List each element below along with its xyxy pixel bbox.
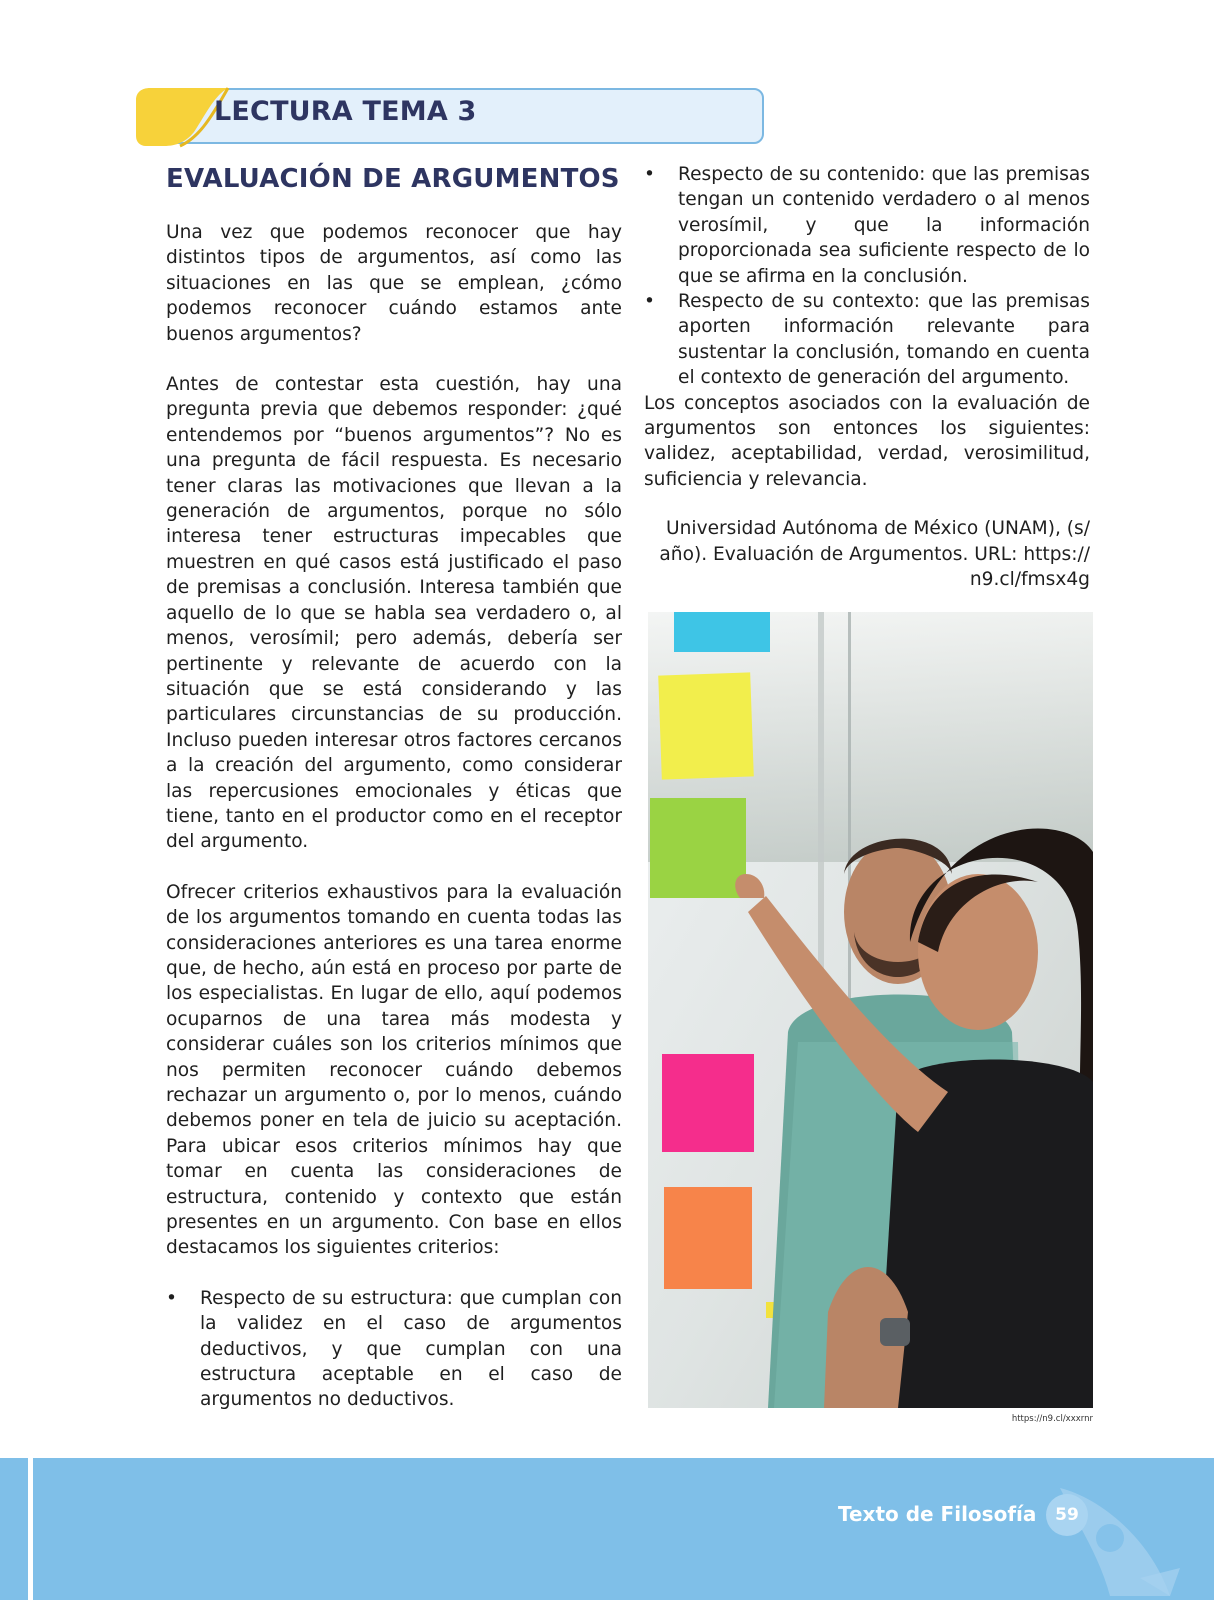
paragraph-concepts: Los conceptos asociados con la evaluación de argumentos son entonces los siguientes: validez, aceptabilidad, verdad, verosimilitud, suficiencia y relevancia.: [644, 392, 1090, 490]
list-item: [644, 289, 1090, 391]
list-item: [644, 162, 1090, 289]
lesson-title: LECTURA TEMA 3: [214, 96, 477, 127]
page-footer: [0, 1458, 1214, 1600]
photo-sticky-notes-on-glass: [648, 612, 1093, 1408]
list-item-text: Respecto de su contexto: que las premisas aporten información relevante para sustentar la conclusión, tomando en cuenta el contexto de generación del argumento.: [678, 291, 1090, 389]
page-number: 59: [1046, 1494, 1088, 1536]
bullet-marker: •: [644, 291, 655, 313]
right-column: [644, 162, 1090, 593]
criteria-list-continued: [644, 162, 1090, 391]
bullet-marker: •: [166, 1287, 177, 1309]
left-column: [166, 164, 622, 1413]
book-title: Texto de Filosofía: [838, 1502, 1037, 1526]
photo-illustration: [648, 612, 1093, 1408]
lesson-header: [136, 86, 766, 146]
source-citation: Universidad Autónoma de México (UNAM), (s/ año). Evaluación de Argumentos. URL: https:// n9.cl/fmsx4g: [659, 518, 1090, 591]
list-item-text: Respecto de su estructura: que cumplan con la validez en el caso de argumentos deductivos, y que cumplan con una estructura aceptable en el caso de argumentos no deductivos.: [200, 1287, 622, 1411]
photo-credit: https://n9.cl/xxxrnr: [1011, 1414, 1093, 1424]
section-title: EVALUACIÓN DE ARGUMENTOS: [166, 164, 620, 194]
paragraph-intro: Una vez que podemos reconocer que hay distintos tipos de argumentos, así como las situaciones en las que se emplean, ¿cómo podemos reconocer cuándo estamos ante buenos argumentos?: [166, 222, 622, 345]
criteria-list: [166, 1286, 622, 1413]
footer-divider: [28, 1458, 33, 1600]
list-item-text: Respecto de su contenido: que las premisas tengan un contenido verdadero o al menos verosímil, y que la información proporcionada sea suficiente respecto de lo que se afirma en la conclusión.: [678, 164, 1090, 287]
paragraph-good-arguments: Antes de contestar esta cuestión, hay una pregunta previa que debemos responder: ¿qué entendemos por “buenos argumentos”? No es una pregunta de fácil respuesta. Es necesario tener claras las motivaciones que llevan a la generación de argumentos, porque no sólo interesa tener estructuras impecables que muestren en qué casos está justificado el paso de premisas a conclusión. Interesa también que aquello de lo que se habla sea verdadero o, al menos, verosímil; pero además, debería ser pertinente y relevante de acuerdo con la situación que se está considerando y las particulares circunstancias de su producción. Incluso pueden interesar otros factores cercanos a la creación del argumento, como considerar las repercusiones emocionales y éticas que tiene, tanto en el productor como en el receptor del argumento.: [166, 374, 622, 853]
list-item: [166, 1286, 622, 1413]
bullet-marker: •: [644, 164, 655, 185]
paragraph-criteria: Ofrecer criterios exhaustivos para la evaluación de los argumentos tomando en cuenta todas las consideraciones anteriores es una tarea enorme que, de hecho, aún está en proceso por parte de los especialistas. En lugar de ello, aquí podemos ocuparnos de una tarea más modesta y considerar cuáles son los criterios mínimos que nos permiten reconocer cuándo debemos rechazar un argumento o, por lo menos, cuándo debemos poner en tela de juicio su aceptación. Para ubicar esos criterios mínimos hay que tomar en cuenta las consideraciones de estructura, contenido y contexto que están presentes en un argumento. Con base en ellos destacamos los siguientes criterios:: [166, 881, 622, 1259]
